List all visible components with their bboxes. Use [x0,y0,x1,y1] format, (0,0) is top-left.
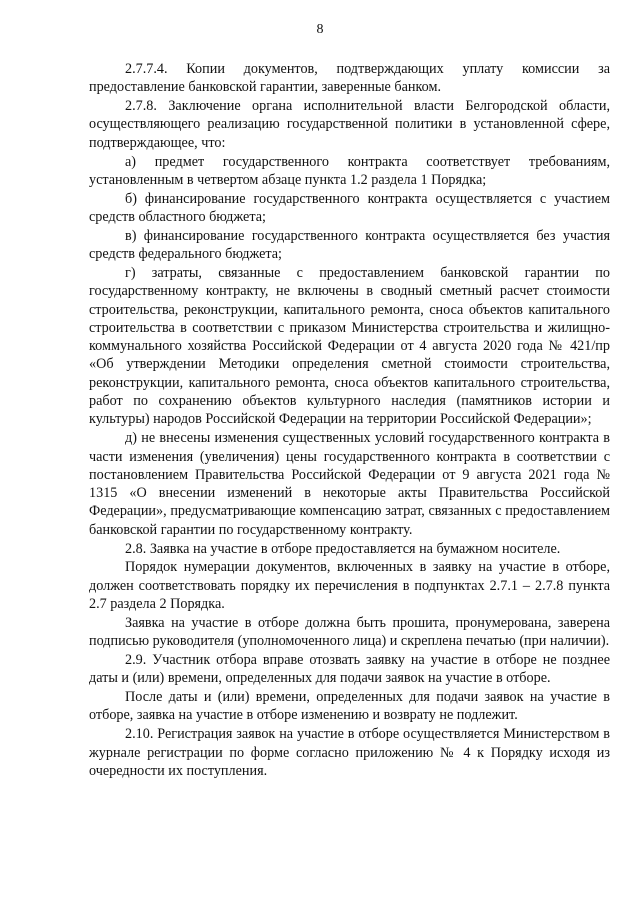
paragraph-item-d: д) не внесены изменения существенных условий государственного контракта в части изменения (увеличения) цены государственного контракта в соответствии с постановлением Правительства Российской Федерации от 9 августа 2021 года № 1315 «О внесении изменений в некоторые акты Правительства Российской Федерации», предусматривающие компенсацию затрат, связанных с предоставлением банковской гарантии по государственному контракту. [89,430,610,538]
paragraph-2-10: 2.10. Регистрация заявок на участие в отборе осуществляется Министерством в журнале регистрации по форме согласно приложению № 4 к Порядку исходя из очередности их поступления. [89,726,610,779]
paragraph-item-b: б) финансирование государственного контракта осуществляется с участием средств областного бюджета; [89,190,610,226]
paragraph-application-binding: Заявка на участие в отборе должна быть прошита, пронумерована, заверена подписью руководителя (уполномоченного лица) и скреплена печатью (при наличии). [89,614,610,650]
paragraph-2-8: 2.8. Заявка на участие в отборе предоставляется на бумажном носителе. [125,540,561,557]
paragraph-item-a: а) предмет государственного контракта соответствует требованиям, установленным в четвертом абзаце пункта 1.2 раздела 1 Порядка; [89,153,610,188]
paragraph-2-9: 2.9. Участник отбора вправе отозвать заявку на участие в отборе не позднее даты и (или) времени, определенных для подачи заявок на участие в отборе. [89,651,610,687]
page-number: 8 [316,22,324,37]
paragraph-item-v: в) финансирование государственного контракта осуществляется без участия средств федерального бюджета; [89,227,610,263]
paragraph-item-g: г) затраты, связанные с предоставлением банковской гарантии по государственному контракту, не включены в сводный сметный расчет стоимости строительства, реконструкции, капитального ремонта, сноса объектов капитального строительства в соответствии с приказом Министерства строительства и жилищно-коммунального хозяйства Российской Федерации от 4 августа 2020 года № 421/пр «Об утверждении Методики определения сметной стоимости строительства, реконструкции, капитального ремонта, сноса объектов капитального строительства, работ по сохранению объектов культурного наследия (памятников истории и культуры) народов Российской Федерации на территории Российской Федерации»; [89,265,610,428]
paragraph-2-7-8: 2.7.8. Заключение органа исполнительной власти Белгородской области, осуществляющего реализацию государственной политики в установленной сфере, подтверждающее, что: [89,98,610,151]
paragraph-after-deadline: После даты и (или) времени, определенных для подачи заявок на участие в отборе, заявка на участие в отборе изменению и возврату не подлежит. [89,689,610,724]
document-body [89,60,610,781]
paragraph-numbering-order: Порядок нумерации документов, включенных в заявку на участие в отборе, должен соответствовать порядку их перечисления в подпунктах 2.7.1 – 2.7.8 пункта 2.7 раздела 2 Порядка. [89,559,610,612]
paragraph-2-7-7-4: 2.7.7.4. Копии документов, подтверждающих уплату комиссии за предоставление банковской гарантии, заверенные банком. [89,61,610,96]
